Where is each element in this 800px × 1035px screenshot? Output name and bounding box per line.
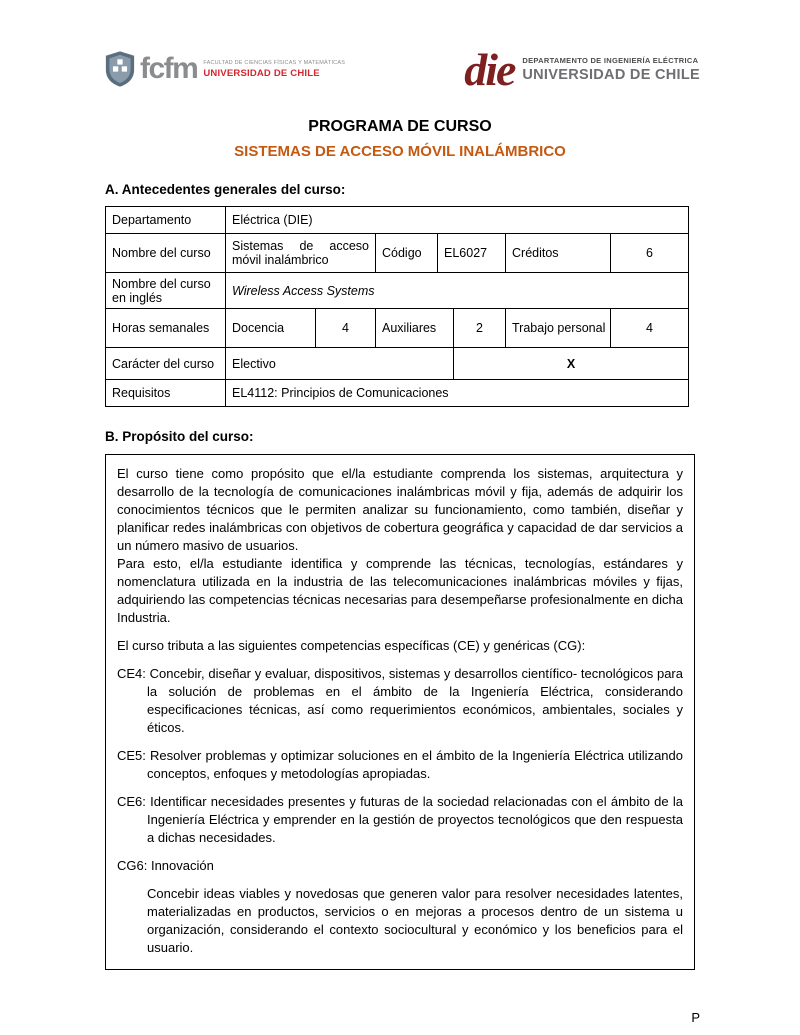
table-row-nombre (106, 234, 689, 273)
document-content (105, 118, 695, 970)
table-row-requisitos (106, 380, 689, 407)
cell-creditos-value: 6 (611, 234, 689, 273)
competency-code: CE5: (117, 748, 146, 763)
cell-trabajo-label: Trabajo personal (506, 309, 611, 348)
cell-nombre-ingles-value: Wireless Access Systems (226, 273, 689, 309)
page-header (105, 44, 700, 95)
die-department-line: DEPARTAMENTO DE INGENIERÍA ELÉCTRICA (522, 56, 699, 66)
cell-caracter-mark: X (454, 348, 689, 380)
fcfm-acronym: fcfm (140, 52, 198, 85)
cell-codigo-value: EL6027 (438, 234, 506, 273)
competency-item-ce4 (117, 665, 683, 737)
competency-item-ce6 (117, 793, 683, 847)
competency-code: CE4: (117, 666, 146, 681)
cell-docencia-value: 4 (316, 309, 376, 348)
competency-text: Resolver problemas y optimizar soluciones en el ámbito de la Ingeniería Eléctrica utilizando conceptos, enfoques y metodologías apropiadas. (147, 748, 683, 781)
die-text-block (522, 56, 700, 83)
section-a-heading: A. Antecedentes generales del curso: (105, 182, 346, 197)
competency-code: CG6: (117, 858, 148, 873)
die-university-line: UNIVERSIDAD DE CHILE (522, 67, 700, 84)
competency-text: Concebir, diseñar y evaluar, dispositivos, sistemas y desarrollos científico- tecnológicos para la solución de problemas en el ámbito de la Ingeniería Eléctrica, considerando especificaciones técnicas, así como requerimientos económicos, ambientales, sociales y éticos. (147, 666, 683, 735)
fcfm-shield-icon (105, 50, 135, 88)
purpose-box (105, 454, 695, 970)
table-row-caracter (106, 348, 689, 380)
cell-caracter-label: Carácter del curso (106, 348, 226, 380)
page-marker: P (691, 1010, 700, 1025)
competency-text: Identificar necesidades presentes y futuras de la sociedad relacionadas con el ámbito de la Ingeniería Eléctrica y emprender en la gestión de proyectos tecnológicos que den respuesta a dichas necesidades. (147, 794, 683, 845)
cell-nombre-value: Sistemas de acceso móvil inalámbrico (226, 234, 376, 273)
table-row-horas (106, 309, 689, 348)
course-info-table (105, 206, 689, 407)
die-logo (464, 44, 700, 95)
purpose-paragraph-2: Para esto, el/la estudiante identifica y comprende las técnicas, tecnologías, estándares y nomenclatura utilizada en la industria de las telecomunicaciones inalámbricas móviles y fijas, adquiriendo las competencias técnicas necesarias para desempeñarse profesionalmente en dicha Industria. (117, 556, 683, 625)
cell-requisitos-label: Requisitos (106, 380, 226, 407)
competencias-intro: El curso tributa a las siguientes competencias específicas (CE) y genéricas (CG): (117, 638, 586, 653)
cell-codigo-label: Código (376, 234, 438, 273)
section-b-heading: B. Propósito del curso: (105, 429, 254, 444)
cell-horas-label: Horas semanales (106, 309, 226, 348)
cell-requisitos-value: EL4112: Principios de Comunicaciones (226, 380, 689, 407)
cell-departamento-value: Eléctrica (DIE) (226, 207, 689, 234)
cell-auxiliares-value: 2 (454, 309, 506, 348)
cell-nombre-ingles-label: Nombre del curso en inglés (106, 273, 226, 309)
competency-item-ce5 (117, 747, 683, 783)
cg6-description: Concebir ideas viables y novedosas que generen valor para resolver necesidades latentes, materializadas en productos, servicios o en mejoras a procesos dentro de un sistema u organización, considerando el contexto sociocultural y económico y los beneficios para el usuario. (147, 886, 683, 955)
cell-auxiliares-label: Auxiliares (376, 309, 454, 348)
competency-item-cg6 (117, 857, 683, 875)
cell-creditos-label: Créditos (506, 234, 611, 273)
cell-caracter-value: Electivo (226, 348, 454, 380)
fcfm-university-line: UNIVERSIDAD DE CHILE (203, 67, 320, 79)
table-row-departamento (106, 207, 689, 234)
competency-text: Innovación (150, 858, 214, 873)
cell-docencia-label: Docencia (226, 309, 316, 348)
purpose-paragraph-1: El curso tiene como propósito que el/la estudiante comprenda los sistemas, arquitectura y desarrollo de la tecnología de comunicaciones inalámbricas móvil y fija, además de adquirir los conocimientos técnicos que le permiten analizar su funcionamiento, como también, diseñar y planificar redes inalámbricas con objetivos de cobertura geográfica y capacidad de dar servicios a un número masivo de usuarios. (117, 466, 683, 553)
page-title: PROGRAMA DE CURSO (308, 118, 492, 135)
competency-code: CE6: (117, 794, 146, 809)
cell-trabajo-value: 4 (611, 309, 689, 348)
fcfm-logo (105, 50, 345, 88)
course-subtitle: SISTEMAS DE ACCESO MÓVIL INALÁMBRICO (234, 143, 566, 160)
cell-nombre-label: Nombre del curso (106, 234, 226, 273)
cell-departamento-label: Departamento (106, 207, 226, 234)
table-row-nombre-ingles (106, 273, 689, 309)
fcfm-text-block (203, 60, 345, 79)
die-acronym: die (464, 44, 515, 95)
fcfm-faculty-line: FACULTAD DE CIENCIAS FÍSICAS Y MATEMÁTICAS (203, 59, 346, 66)
